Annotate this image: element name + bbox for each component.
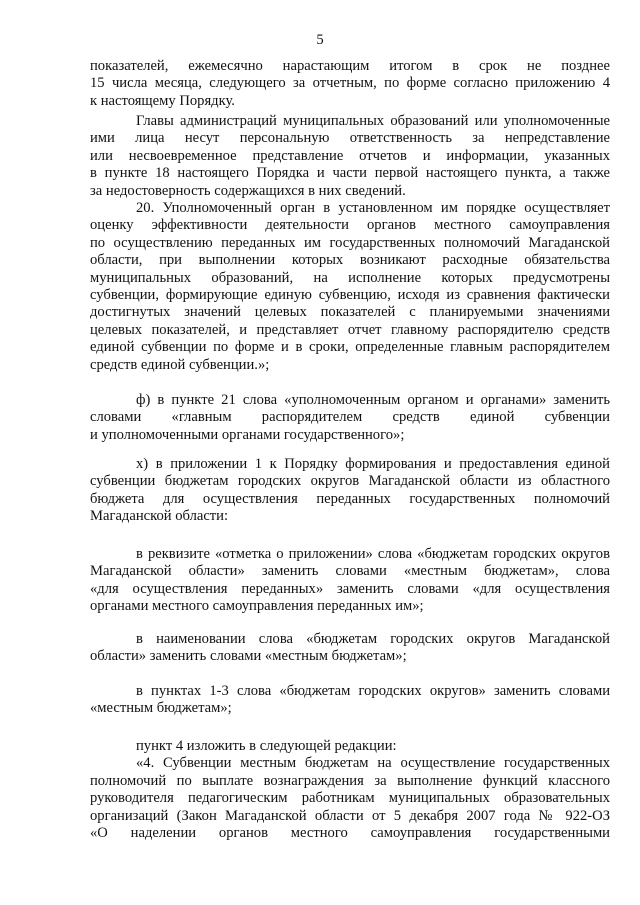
text-line: ф) в пункте 21 слова «уполномоченным органом и органами» заменить	[136, 392, 610, 408]
text-line: руководителя педагогическим работникам муниципальных образовательных	[90, 790, 610, 807]
text-line: по осуществлению переданных им государственных полномочий Магаданской	[90, 234, 610, 251]
text-line: субвенции, формирующие единую субвенцию, исходя из сравнения фактически	[90, 286, 610, 303]
text-line: и уполномоченными органами государственного»;	[90, 426, 405, 443]
text-line: «для осуществления переданных» заменить словами «для осуществления	[90, 580, 610, 597]
paragraph-item-f	[90, 392, 610, 444]
text-line: словами «главным распорядителем средств единой субвенции	[90, 409, 610, 426]
text-line: субвенции бюджетам городских округов Магаданской области из областного	[90, 473, 610, 490]
text-line: организаций (Закон Магаданской области от 5 декабря 2007 года № 922-ОЗ	[90, 807, 610, 824]
text-line: средств единой субвенции.»;	[90, 356, 270, 373]
paragraph-heads-responsibility	[90, 113, 610, 200]
page-number: 5	[316, 32, 324, 48]
text-line: в наименовании слова «бюджетам городских округов Магаданской	[136, 631, 610, 647]
text-line: или несвоевременное представление отчетов и информации, указанных	[90, 147, 610, 164]
text-line: единой субвенции по форме и в сроки, определенные главным распорядителем	[90, 339, 610, 356]
text-line: в реквизите «отметка о приложении» слова «бюджетам городских округов	[136, 546, 610, 562]
text-line: достигнутых значений целевых показателей с планируемыми значениями	[90, 304, 610, 321]
text-line: целевых показателей, и представляет отчет главному распорядителю средств	[90, 321, 610, 338]
text-line: полномочий по выплате вознаграждения за выполнение функций классного	[90, 772, 610, 789]
paragraph-title-change	[90, 631, 610, 666]
text-line: «О наделении органов местного самоуправления государственными	[90, 824, 610, 841]
text-line: пункт 4 изложить в следующей редакции:	[136, 738, 397, 754]
text-line: органами местного самоуправления переданных им»;	[90, 598, 424, 615]
text-line: бюджета для осуществления переданных государственных полномочий	[90, 490, 610, 507]
text-line: «местным бюджетам»;	[90, 700, 232, 717]
paragraph-continuation	[90, 58, 610, 110]
text-line: области» заменить словами «местным бюджетам»;	[90, 648, 407, 665]
paragraph-items-1-3	[90, 683, 610, 718]
text-line: области, при выполнении которых возникают расходные обязательства	[90, 252, 610, 269]
paragraph-item-20	[90, 200, 610, 374]
paragraph-item-h	[90, 456, 610, 526]
text-line: 20. Уполномоченный орган в установленном им порядке осуществляет	[136, 200, 610, 216]
text-line: к настоящему Порядку.	[90, 92, 235, 109]
text-line: 15 числа месяца, следующего за отчетным, по форме согласно приложению 4	[90, 75, 610, 92]
text-line: х) в приложении 1 к Порядку формирования и предоставления единой	[136, 456, 610, 472]
paragraph-item-4	[90, 738, 610, 842]
text-line: «4. Субвенции местным бюджетам на осуществление государственных	[136, 755, 610, 772]
text-line: показателей, ежемесячно нарастающим итогом в срок не позднее	[90, 58, 610, 74]
text-line: в пунктах 1-3 слова «бюджетам городских округов» заменить словами	[136, 683, 610, 699]
paragraph-requisite	[90, 546, 610, 616]
text-line: муниципальных образований, на исполнение которых предусмотрены	[90, 269, 610, 286]
text-line: Магаданской области:	[90, 508, 229, 525]
text-line: Главы администраций муниципальных образований или уполномоченные	[136, 113, 610, 129]
text-line: оценку эффективности деятельности органов местного самоуправления	[90, 217, 610, 234]
text-line: ими лица несут персональную ответственность за непредставление	[90, 130, 610, 147]
text-line: в пункте 18 настоящего Порядка и части первой настоящего пункта, а также	[90, 165, 610, 182]
text-line: за недостоверность содержащихся в них сведений.	[90, 182, 406, 199]
text-line: Магаданской области» заменить словами «местным бюджетам», слова	[90, 563, 610, 580]
